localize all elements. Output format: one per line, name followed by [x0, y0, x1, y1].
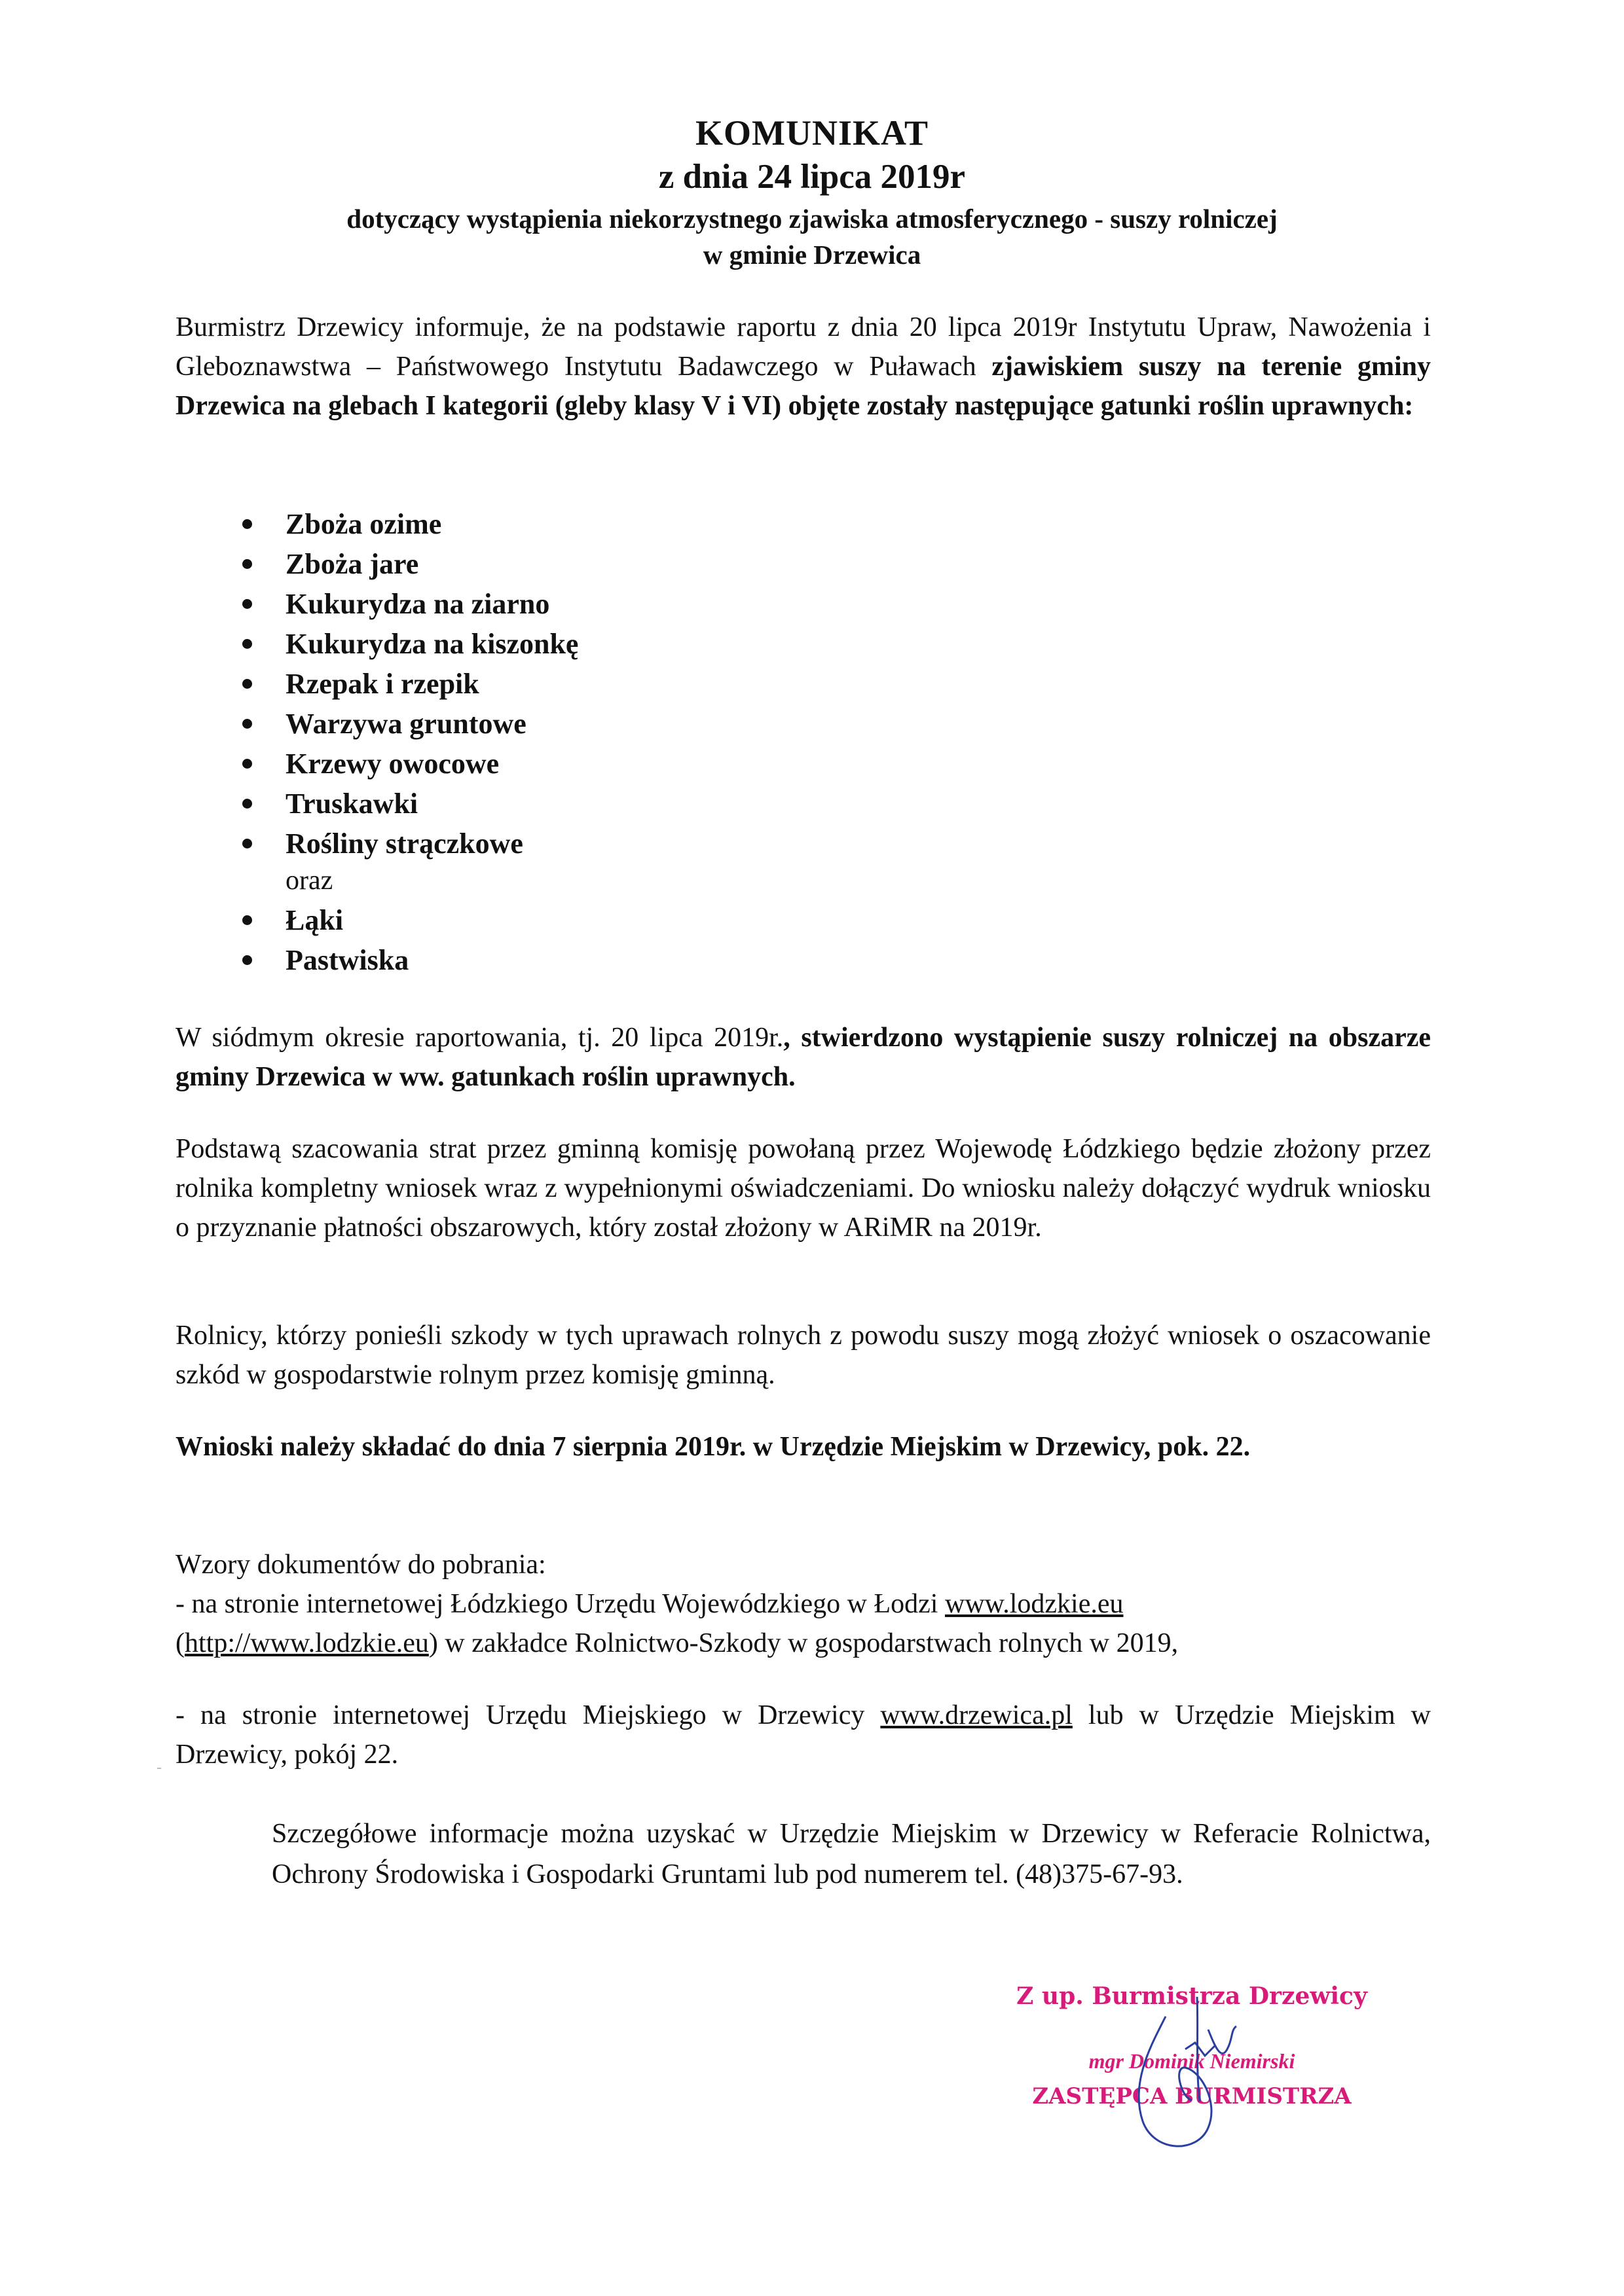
- crop-item-label: Rzepak i rzepik: [286, 668, 479, 700]
- intro-paragraph: [175, 308, 1431, 426]
- signature-stroke: [1197, 1997, 1236, 2102]
- stamp-line-1: Z up. Burmistrza Drzewicy: [1016, 1982, 1367, 2010]
- stamp-line-2: mgr Dominik Niemirski: [1088, 2049, 1295, 2073]
- crop-item-label: Krzewy owocowe: [286, 748, 500, 780]
- forms-paren-open: (: [175, 1628, 185, 1658]
- drzewica-link[interactable]: www.drzewica.pl: [880, 1700, 1073, 1730]
- intro-bold-text: zjawiskiem suszy na terenie gminy Drzewica na glebach I kategorii (gleby klasy V i VI) objęte zostały następujące gatunki roślin uprawnych:: [175, 352, 1431, 421]
- crop-item: [242, 940, 578, 980]
- crop-item: [242, 824, 578, 864]
- bullet-icon: [242, 915, 252, 925]
- crop-item: [242, 504, 578, 544]
- signature-loop: [1139, 2016, 1211, 2146]
- crop-item-label: Łąki: [286, 904, 344, 936]
- handwritten-signature: [989, 1971, 1395, 2154]
- document-title: KOMUNIKAT: [695, 113, 929, 153]
- bullet-icon: [242, 639, 252, 649]
- crop-item-label: Warzywa gruntowe: [286, 708, 526, 740]
- lodzkie-full-link[interactable]: http://www.lodzkie.eu: [185, 1628, 429, 1658]
- forms-line-2-text: - na stronie internetowej Urzędu Miejskiego w Drzewicy: [175, 1700, 881, 1730]
- crop-item: [242, 624, 578, 664]
- crop-item: [242, 900, 578, 940]
- forms-title: Wzory dokumentów do pobrania:: [175, 1550, 546, 1580]
- crop-item: [242, 744, 578, 784]
- crop-item: [242, 704, 578, 744]
- seventh-period-bold-text: , stwierdzono wystąpienie suszy rolniczej na obszarze gminy Drzewica w ww. gatunkach roślin uprawnych.: [175, 1023, 1431, 1092]
- crop-item: [242, 544, 578, 584]
- crop-item-label: Zboża jare: [286, 548, 419, 580]
- crop-list: [242, 504, 578, 980]
- crop-list-connector: oraz: [286, 866, 333, 896]
- deadline-paragraph: Wnioski należy składać do dnia 7 sierpnia 2019r. w Urzędzie Miejskim w Drzewicy, pok. 22.: [175, 1432, 1251, 1462]
- basis-paragraph: Podstawą szacowania strat przez gminną komisję powołaną przez Wojewodę Łódzkiego będzie złożony przez rolnika kompletny wniosek wraz z wypełnionymi oświadczeniami. Do wniosku należy dołączyć wydruk wniosku o przyznanie płatności obszarowych, który został złożony w ARiMR na 2019r.: [175, 1134, 1431, 1243]
- seventh-period-paragraph: [175, 1018, 1431, 1097]
- bullet-icon: [242, 719, 252, 729]
- document-subject-line-2: w gminie Drzewica: [703, 240, 921, 270]
- bullet-icon: [242, 599, 252, 609]
- bullet-icon: [242, 559, 252, 569]
- bullet-icon: [242, 519, 252, 529]
- margin-mark: [157, 1768, 161, 1769]
- bullet-icon: [242, 955, 252, 965]
- crop-item-label: Rośliny strączkowe: [286, 828, 523, 860]
- document-date: z dnia 24 lipca 2019r: [658, 158, 966, 196]
- details-paragraph: Szczegółowe informacje można uzyskać w Urzędzie Miejskim w Drzewicy w Referacie Rolnictwa, Ochrony Środowiska i Gospodarki Gruntami lub pod numerem tel. (48)375-67-93.: [272, 1819, 1431, 1889]
- signature-flourish: [1185, 2043, 1215, 2056]
- bullet-icon: [242, 759, 252, 769]
- crop-item: [242, 784, 578, 824]
- forms-line-2-after: lub w Urzędzie Miejskim w Drzewicy, pokój 22.: [175, 1700, 1431, 1770]
- crop-item: [242, 664, 578, 704]
- crop-item-label: Truskawki: [286, 788, 418, 820]
- crop-item-label: Kukurydza na ziarno: [286, 588, 550, 620]
- crop-item: [242, 584, 578, 624]
- crop-item-label: Pastwiska: [286, 944, 409, 976]
- stamp-line-3: ZASTĘPCA BURMISTRZA: [1032, 2083, 1352, 2109]
- lodzkie-link[interactable]: www.lodzkie.eu: [944, 1589, 1124, 1619]
- farmers-paragraph: Rolnicy, którzy ponieśli szkody w tych uprawach rolnych z powodu suszy mogą złożyć wniosek o oszacowanie szkód w gospodarstwie rolnym przez komisję gminną.: [175, 1321, 1431, 1390]
- bullet-icon: [242, 679, 252, 689]
- bullet-icon: [242, 839, 252, 848]
- seventh-period-text: W siódmym okresie raportowania, tj. 20 lipca 2019r.: [175, 1023, 784, 1053]
- intro-text: Burmistrz Drzewicy informuje, że na podstawie raportu z dnia 20 lipca 2019r Instytutu Upraw, Nawożenia i Gleboznawstwa – Państwowego Instytutu Badawczego w Puławach: [175, 312, 1431, 382]
- forms-line-2: [175, 1696, 1431, 1774]
- forms-line-1-after: ) w zakładce Rolnictwo-Szkody w gospodarstwach rolnych w 2019,: [428, 1628, 1179, 1658]
- crop-item-label: Kukurydza na kiszonkę: [286, 628, 579, 660]
- crop-item-label: Zboża ozime: [286, 508, 442, 540]
- forms-line-1: [175, 1584, 1431, 1663]
- bullet-icon: [242, 799, 252, 809]
- official-stamp: [989, 1971, 1395, 2154]
- document-subject-line-1: dotyczący wystąpienia niekorzystnego zjawiska atmosferycznego - suszy rolniczej: [346, 204, 1278, 234]
- forms-line-1-text: - na stronie internetowej Łódzkiego Urzędu Wojewódzkiego w Łodzi: [175, 1589, 945, 1619]
